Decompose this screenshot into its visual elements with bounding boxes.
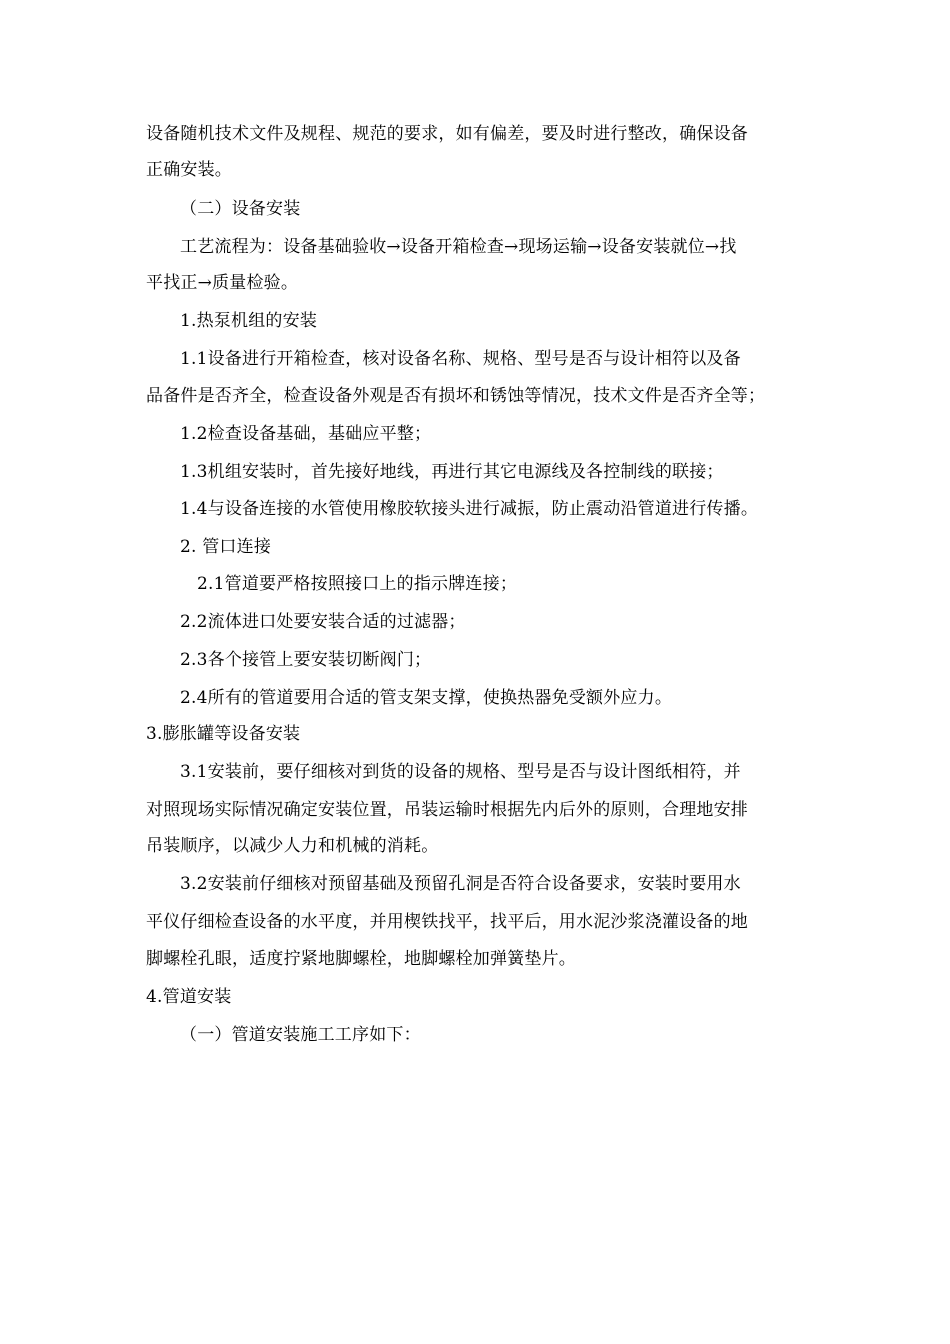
paragraph-line: 2.4所有的管道要用合适的管支架支撑，使换热器免受额外应力。 — [180, 688, 673, 708]
paragraph-line: 2.1管道要严格按照接口上的指示牌连接； — [197, 574, 518, 594]
subsection-heading: 4.管道安装 — [146, 987, 232, 1007]
subsection-heading: 3.膨胀罐等设备安装 — [146, 724, 301, 744]
paragraph-line: 2.3各个接管上要安装切断阀门； — [180, 650, 432, 670]
paragraph-line: 吊装顺序，以减少人力和机械的消耗。 — [146, 836, 439, 856]
paragraph-line: 正确安装。 — [146, 160, 232, 180]
section-heading: （二）设备安装 — [180, 199, 301, 219]
paragraph-line: 1.4与设备连接的水管使用橡胶软接头进行减振，防止震动沿管道进行传播。 — [180, 499, 759, 519]
subsection-heading: 2. 管口连接 — [180, 537, 272, 557]
section-heading: （一）管道安装施工工序如下： — [180, 1025, 421, 1045]
paragraph-line: 工艺流程为：设备基础验收→设备开箱检查→现场运输→设备安装就位→找 — [180, 237, 737, 257]
subsection-heading: 1.热泵机组的安装 — [180, 311, 318, 331]
paragraph-line: 1.1设备进行开箱检查，核对设备名称、规格、型号是否与设计相符以及备 — [180, 349, 741, 369]
paragraph-line: 2.2流体进口处要安装合适的过滤器； — [180, 612, 466, 632]
paragraph-line: 对照现场实际情况确定安装位置，吊装运输时根据先内后外的原则，合理地安排 — [146, 800, 748, 820]
paragraph-line: 1.2检查设备基础，基础应平整； — [180, 424, 432, 444]
paragraph-line: 脚螺栓孔眼，适度拧紧地脚螺栓，地脚螺栓加弹簧垫片。 — [146, 949, 576, 969]
paragraph-line: 品备件是否齐全，检查设备外观是否有损坏和锈蚀等情况，技术文件是否齐全等； — [146, 386, 766, 406]
paragraph-line: 平找正→质量检验。 — [146, 273, 299, 293]
paragraph-line: 3.2安装前仔细核对预留基础及预留孔洞是否符合设备要求，安装时要用水 — [180, 874, 741, 894]
paragraph-line: 1.3机组安装时，首先接好地线，再进行其它电源线及各控制线的联接； — [180, 462, 724, 482]
paragraph-line: 设备随机技术文件及规程、规范的要求，如有偏差，要及时进行整改，确保设备 — [146, 124, 748, 144]
paragraph-line: 平仪仔细检查设备的水平度，并用楔铁找平，找平后，用水泥沙浆浇灌设备的地 — [146, 912, 748, 932]
paragraph-line: 3.1安装前，要仔细核对到货的设备的规格、型号是否与设计图纸相符，并 — [180, 762, 741, 782]
